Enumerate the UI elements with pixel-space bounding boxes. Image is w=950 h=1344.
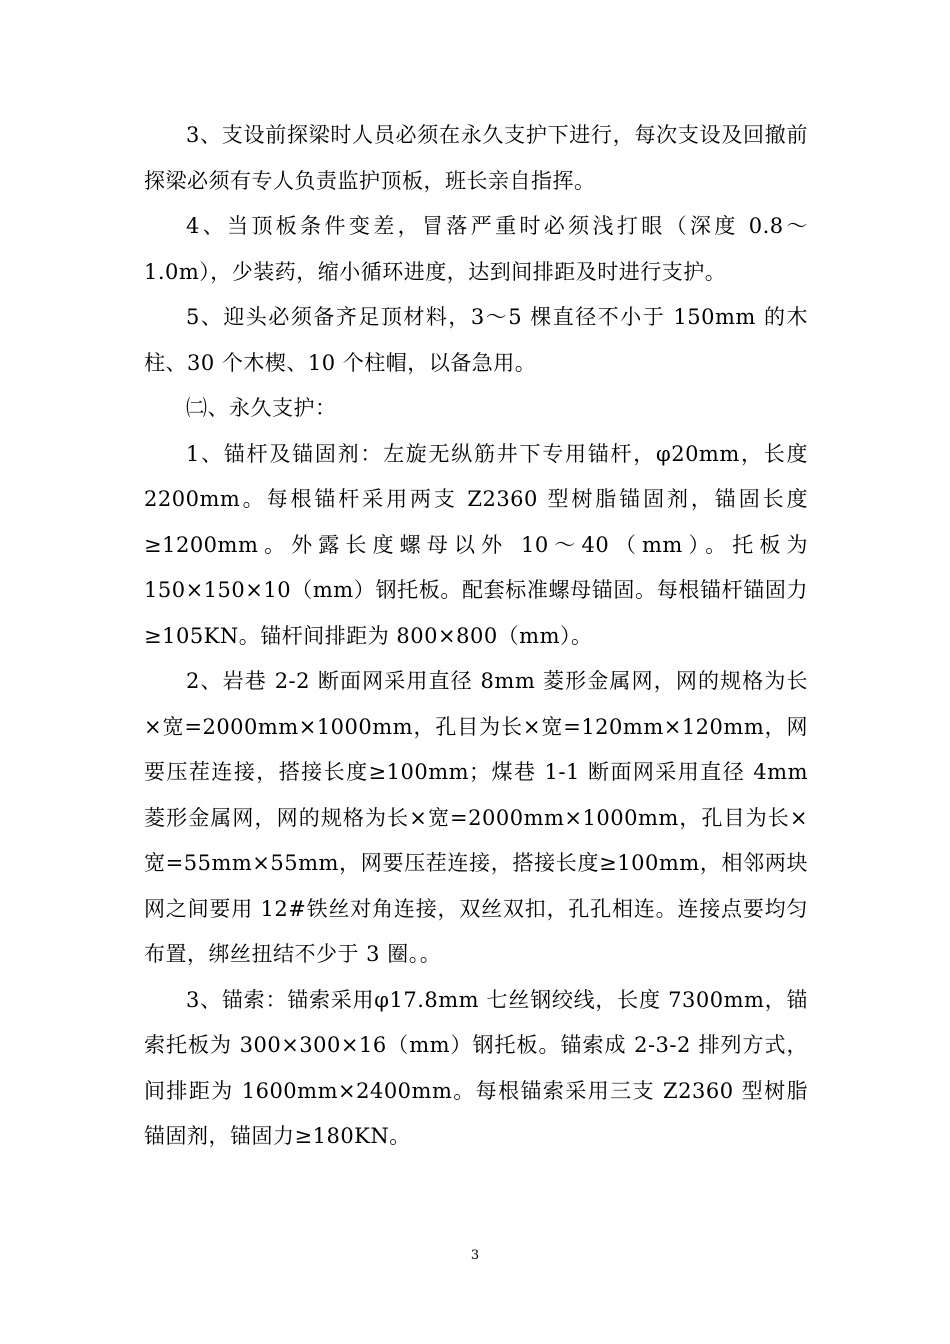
paragraph-item-3-beam: 3、支设前探梁时人员必须在永久支护下进行，每次支设及回撤前探梁必须有专人负责监护顶板，班长亲自指挥。 xyxy=(144,123,808,193)
body-text xyxy=(144,113,808,1160)
page-number: 3 xyxy=(470,1248,480,1263)
paragraph-item-5-materials: 5、迎头必须备齐足顶材料，3～5 棵直径不小于 150mm 的木柱、30 个木楔、10 个柱帽，以备急用。 xyxy=(144,305,808,375)
paragraph-item-4-roof: 4、当顶板条件变差，冒落严重时必须浅打眼（深度 0.8～1.0m），少装药，缩小循环进度，达到间排距及时进行支护。 xyxy=(144,214,808,284)
paragraph-item-1-bolts: 1、锚杆及锚固剂：左旋无纵筋井下专用锚杆，φ20mm，长度 2200mm。每根锚杆采用两支 Z2360 型树脂锚固剂，锚固长度≥1200mm。外露长度螺母以外 10～40（mm）。托板为 150×150×10（mm）钢托板。配套标准螺母锚固。每根锚杆锚固力≥105KN。锚杆间排距为 800×800（mm）。 xyxy=(144,441,808,648)
paragraph-item-2-mesh: 2、岩巷 2-2 断面网采用直径 8mm 菱形金属网，网的规格为长×宽=2000mm×1000mm，孔目为长×宽=120mm×120mm，网要压茬连接，搭接长度≥100mm；煤巷 1-1 断面网采用直径 4mm 菱形金属网，网的规格为长×宽=2000mm×1000mm，孔目为长×宽=55mm×55mm，网要压茬连接，搭接长度≥100mm，相邻两块网之间要用 12#铁丝对角连接，双丝双扣，孔孔相连。连接点要均匀布置，绑丝扭结不少于 3 圈。。 xyxy=(144,669,808,966)
section-heading-permanent-support: ㈡、永久支护： xyxy=(186,396,337,420)
paragraph-item-3-cables: 3、锚索：锚索采用φ17.8mm 七丝钢绞线，长度 7300mm，锚索托板为 300×300×16（mm）钢托板。锚索成 2-3-2 排列方式，间排距为 1600mm×2400mm。每根锚索采用三支 Z2360 型树脂锚固剂，锚固力≥180KN。 xyxy=(144,987,808,1148)
